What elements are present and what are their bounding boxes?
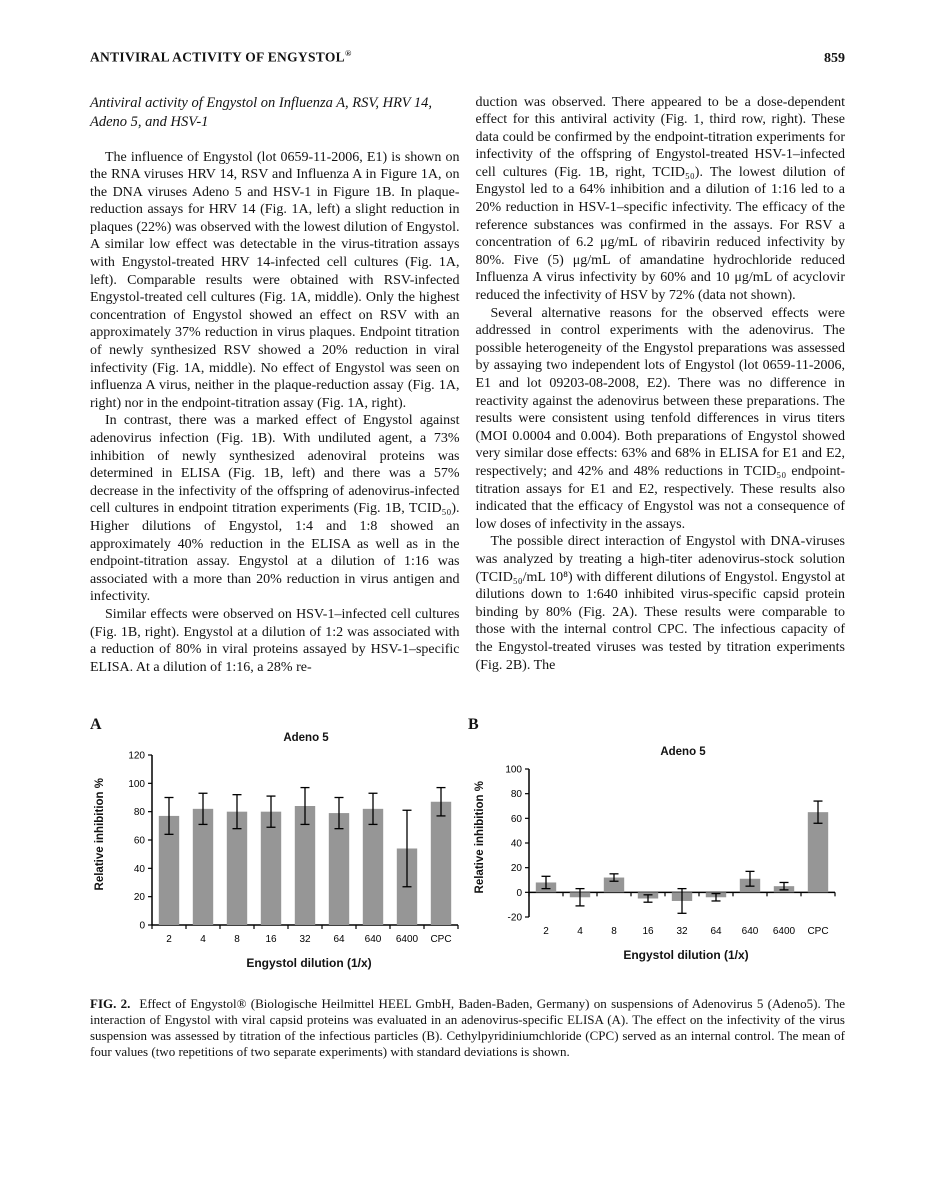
paragraph: The possible direct interaction of Engystol with DNA-viruses was analyzed by treating a high-titer adenovirus-stock solution (TCID₅₀/mL 10⁸) with different dilutions of Engystol. Engystol at dilutions down to 1:640 inhibited virus-specific capsid protein binding by 80% (Fig. 2A). These results were comparable to those with the internal control CPC. The infectious capacity of the Engystol-treated viruses was tested by titration experiments (Fig. 2B). The [475,534,845,673]
svg-text:CPC: CPC [430,934,452,946]
svg-text:8: 8 [234,934,240,946]
paragraph: duction was observed. There appeared to be a dose-dependent effect for this antiviral activity (Fig. 1, third row, right). These data could be confirmed by the endpoint-titration experiments for infectivity of the offspring of Engystol-treated HSV-1–infected cell cultures (Fig. 1B, right, TCID₅₀). The lowest dilution of Engystol led to a 64% inhibition and a dilution of 1:16 led to a 20% reduction in HSV-1–specific infectivity. The efficacy of the reference substances was confirmed in the assays. For RSV a concentration of 6.2 μg/mL of ribavirin reduced infectivity by 80%. Five (5) μg/mL of amandatine hydrochloride reduced Influenza A virus infectivity by 60% and 10 μg/mL of acyclovir reduced the infectivity of HSV by 72% (data not shown). [475,94,845,304]
chart-a-x-axis-label: Engystol dilution (1/x) [246,956,372,971]
bar-chart-b [489,761,843,947]
running-head [90,48,845,67]
paragraph: In contrast, there was a marked effect of Engystol against adenovirus infection (Fig. 1B). With undiluted agent, a 73% inhibition of newly synthesized adenoviral proteins was determined in ELISA (Fig. 1B, left) and there was a 57% decrease in the infectivity of the offspring of adenovirus-infected cell cultures in endpoint titration experiments (Fig. 1B, TCID₅₀). Higher dilutions of Engystol, 1:4 and 1:8 showed an approximately 40% reduction in the ELISA as well as in the endpoint-titration assay. Engystol at a dilution of 1:16 was associated with a more than 20% reduction in virus antigen and infectivity. [90,413,460,605]
svg-text:16: 16 [642,926,654,938]
svg-text:60: 60 [510,814,522,826]
registered-trademark-symbol: ® [344,48,352,58]
svg-text:6400: 6400 [395,934,419,946]
svg-text:20: 20 [510,863,522,875]
figure-caption-text: Effect of Engystol® (Biologische Heilmittel HEEL GmbH, Baden-Baden, Germany) on suspensions of Adenovirus 5 (Adeno5). The interaction of Engystol with viral capsid proteins was evaluated in an adenovirus-specific ELISA (A). The effect on the infectivity of the virus suspension was assessed by titration of the infectious particles (B). Cethylpyridiniumchloride (CPC) served as an internal control. The mean of four values (two repetitions of two separate experiments) with standard deviations is shown. [90,996,845,1060]
svg-text:0: 0 [139,920,145,932]
figure-panel-a [90,716,468,971]
bar-chart-a [112,747,466,955]
svg-text:64: 64 [333,934,345,946]
panel-b-label: B [468,716,479,734]
chart-a-y-axis-label: Relative inhibition % [94,778,106,891]
svg-text:16: 16 [265,934,277,946]
chart-b-title: Adeno 5 [660,746,706,759]
chart-a-block [94,732,468,970]
chart-b-y-axis-label: Relative inhibition % [474,781,486,894]
right-column [476,94,846,677]
paragraph: Similar effects were observed on HSV-1–infected cell cultures (Fig. 1B, right). Engystol at a dilution of 1:2 was associated with a reduction of 80% in viral proteins assayed by HSV-1–specific ELISA. At a dilution of 1:16, a 28% re- [90,606,460,675]
chart-b-x-axis-label: Engystol dilution (1/x) [623,948,749,963]
svg-text:0: 0 [516,888,522,900]
figure-caption-label: FIG. 2. [90,996,131,1012]
svg-text:640: 640 [364,934,382,946]
figure-caption [90,996,845,1060]
svg-text:2: 2 [543,926,549,938]
figure-2 [90,716,845,971]
svg-text:6400: 6400 [772,926,796,938]
running-head-title-text: ANTIVIRAL ACTIVITY OF ENGYSTOL [90,49,345,65]
svg-text:100: 100 [505,764,522,776]
left-column [90,94,460,677]
svg-text:40: 40 [133,864,145,876]
running-head-title [90,48,352,66]
page-number: 859 [824,50,845,66]
section-heading: Antiviral activity of Engystol on Influenza A, RSV, HRV 14, Adeno 5, and HSV-1 [90,94,433,130]
svg-text:40: 40 [510,838,522,850]
svg-text:2: 2 [166,934,172,946]
svg-text:8: 8 [611,926,617,938]
svg-text:100: 100 [128,779,145,791]
svg-text:32: 32 [299,934,311,946]
svg-text:4: 4 [577,926,583,938]
svg-text:120: 120 [128,750,145,762]
figure-panel-b [468,716,843,970]
svg-text:32: 32 [676,926,688,938]
svg-text:64: 64 [710,926,722,938]
chart-a-title: Adeno 5 [283,732,329,745]
svg-text:640: 640 [741,926,759,938]
svg-text:4: 4 [200,934,206,946]
paragraph: Several alternative reasons for the observed effects were addressed in control experiments with the adenovirus. The possible heterogeneity of the Engystol preparations was assessed by assaying two independent lots of Engystol (lot 0659-11-2006, E1 and lot 09203-08-2008, E2). There was no difference in reactivity against the adenovirus between these preparations. The results were consistent using tenfold differences in virus titers (MOI 0.0004 and 0.004). Both preparations of Engystol showed very similar dose effects: 63% and 68% in ELISA for E1 and E2, respectively; and 42% and 48% reductions in TCID₅₀ endpoint-titration assays for E1 and E2, respectively. These results also indicated that the efficacy of Engystol was not a consequence of low doses of infectivity in the assays. [475,305,845,532]
svg-text:CPC: CPC [807,926,829,938]
svg-text:20: 20 [133,892,145,904]
chart-b-block [474,746,843,962]
panel-a-label: A [90,716,102,734]
svg-text:60: 60 [133,835,145,847]
svg-text:80: 80 [510,789,522,801]
paragraph: The influence of Engystol (lot 0659-11-2006, E1) is shown on the RNA viruses HRV 14, RSV and Influenza A in Figure 1A, on the DNA viruses Adeno 5 and HSV-1 in Figure 1B. In plaque-reduction assays for HRV 14 (Fig. 1A, left) a slight reduction in plaques (22%) was observed with the lowest dilution of Engystol. A similar low effect was detectable in the virus-titration assays with Engystol-treated HRV 14-infected cell cultures (Fig. 1A, left). Comparable results were obtained with RSV-infected Engystol-treated cell cultures (Fig. 1A, middle). Only the highest concentration of Engystol showed an effect on RSV with an approximately 37% reduction in virus plaques. Endpoint titration of newly synthesized RSV showed a 20% reduction in viral infectivity (Fig. 1A, middle). No effect of Engystol was seen on influenza A virus, neither in the plaque-reduction assay (Fig. 1A, right) nor in the endpoint-titration assay (Fig. 1A, right). [90,149,460,411]
svg-text:-20: -20 [507,912,522,924]
article-body [90,94,845,677]
svg-text:80: 80 [133,807,145,819]
